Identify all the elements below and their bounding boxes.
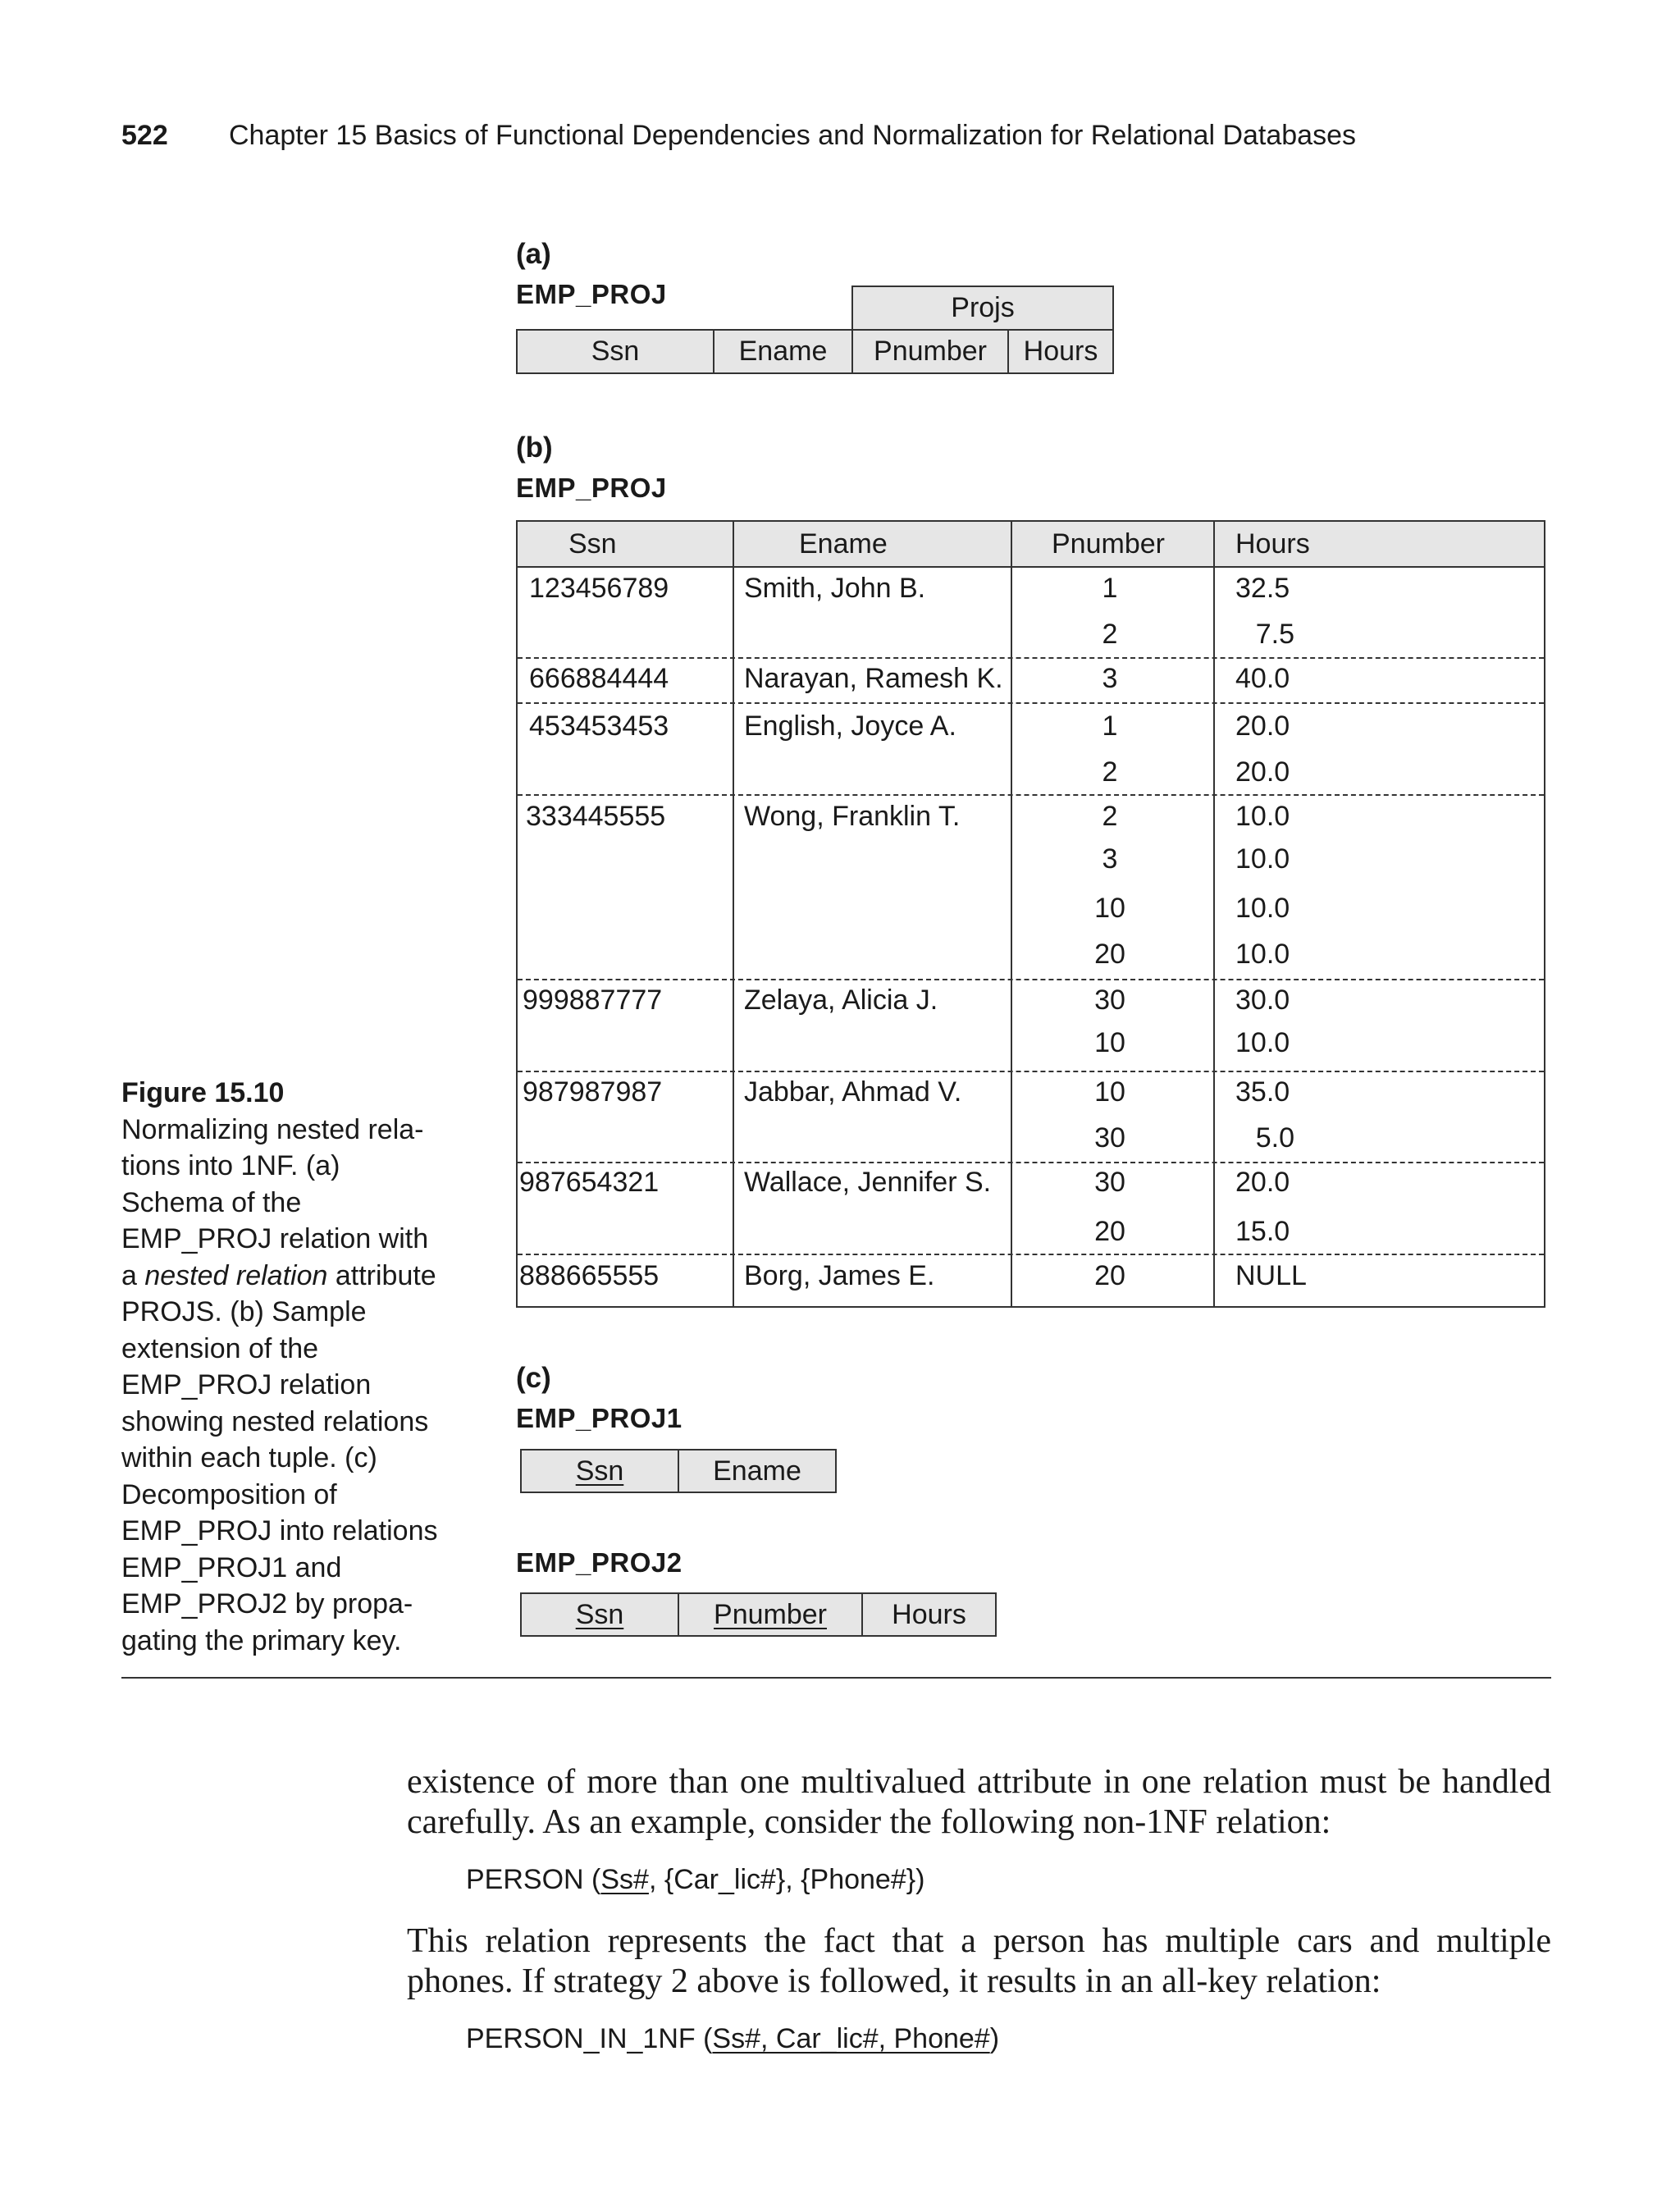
caption-line: EMP_PROJ2 by propa- [121, 1588, 413, 1620]
emp-proj2-col-hours: Hours [861, 1592, 997, 1637]
cell-hours: 15.0 [1235, 1216, 1290, 1247]
header-pnumber: Pnumber [1052, 528, 1165, 560]
cell-pnumber: 20 [1094, 1216, 1125, 1247]
part-a-label: (a) [516, 238, 551, 270]
cell-hours: 10.0 [1235, 1027, 1290, 1058]
emp-proj-extension-table [516, 520, 1545, 1308]
caption-line: Schema of the [121, 1186, 302, 1218]
header-ename: Ename [799, 528, 888, 560]
cell-hours: 10.0 [1235, 893, 1290, 924]
cell-pnumber: 30 [1094, 985, 1125, 1016]
caption-line: EMP_PROJ into relations [121, 1515, 438, 1546]
tuple-separator [518, 657, 1544, 659]
cell-hours: 7.5 [1255, 619, 1294, 650]
cell-hours: 10.0 [1235, 939, 1290, 970]
schema-a-col-ssn: Ssn [516, 329, 714, 374]
caption-line: extension of the [121, 1332, 319, 1364]
cell-pnumber: 1 [1102, 710, 1118, 742]
cell-pnumber: 2 [1102, 756, 1118, 788]
cell-pnumber: 10 [1094, 1027, 1125, 1058]
tuple-separator [518, 979, 1544, 980]
part-b-relation-name: EMP_PROJ [516, 473, 667, 503]
cell-ssn: 999887777 [523, 985, 663, 1016]
cell-ssn: 987987987 [523, 1076, 663, 1108]
caption-line: Decomposition of [121, 1478, 337, 1510]
cell-ename: Smith, John B. [744, 573, 926, 604]
caption-line: attribute [327, 1259, 436, 1291]
cell-ssn: 123456789 [529, 573, 669, 604]
cell-pnumber: 20 [1094, 1260, 1125, 1291]
cell-hours: 10.0 [1235, 843, 1290, 875]
caption-line: within each tuple. (c) [121, 1442, 377, 1473]
emp-proj2-col-pnumber: Pnumber [678, 1592, 863, 1637]
cell-hours: 35.0 [1235, 1076, 1290, 1108]
cell-pnumber: 2 [1102, 801, 1118, 832]
body-paragraph-2: This relation represents the fact that a person has multiple cars and multiple phones. If strategy 2 above is followed, it results in an all-key relation: [407, 1922, 1551, 2000]
cell-pnumber: 3 [1102, 663, 1118, 694]
cell-hours: NULL [1235, 1260, 1307, 1291]
cell-ssn: 888665555 [519, 1260, 660, 1291]
cell-hours: 5.0 [1255, 1122, 1294, 1154]
tuple-separator [518, 1071, 1544, 1072]
tuple-separator [518, 794, 1544, 796]
tuple-separator [518, 1162, 1544, 1163]
cell-ename: English, Joyce A. [744, 710, 956, 742]
cell-ename: Jabbar, Ahmad V. [744, 1076, 962, 1108]
person-in-1nf-key: Ss#, Car_lic#, Phone# [712, 2023, 990, 2054]
header-ssn: Ssn [568, 528, 617, 560]
caption-line: a [121, 1259, 145, 1291]
schema-a-col-ename: Ename [713, 329, 853, 374]
emp-proj1-col-ssn: Ssn [520, 1449, 679, 1493]
projs-group-header: Projs [851, 286, 1114, 331]
tuple-separator [518, 1254, 1544, 1255]
caption-italic-term: nested relation [144, 1259, 328, 1291]
cell-ssn: 987654321 [519, 1167, 660, 1198]
figure-caption [121, 1075, 450, 1659]
cell-hours: 20.0 [1235, 1167, 1290, 1198]
schema-a-col-pnumber: Pnumber [851, 329, 1009, 374]
emp-proj1-col-ename: Ename [678, 1449, 837, 1493]
person-key: Ss# [600, 1864, 649, 1895]
cell-hours: 32.5 [1235, 573, 1290, 604]
column-divider [733, 522, 734, 1306]
emp-proj2-col-ssn: Ssn [520, 1592, 679, 1637]
cell-ssn: 666884444 [529, 663, 669, 694]
emp-proj1-name: EMP_PROJ1 [516, 1403, 682, 1433]
figure-bottom-rule [121, 1677, 1551, 1679]
caption-line: showing nested relations [121, 1405, 429, 1437]
cell-pnumber: 10 [1094, 893, 1125, 924]
cell-ssn: 453453453 [529, 710, 669, 742]
running-title: Chapter 15 Basics of Functional Dependencies and Normalization for Relational Databases [229, 120, 1356, 151]
caption-line: EMP_PROJ relation with [121, 1223, 429, 1254]
header-hours: Hours [1235, 528, 1310, 560]
cell-ename: Zelaya, Alicia J. [744, 985, 938, 1016]
cell-ename: Narayan, Ramesh K. [744, 663, 1003, 694]
cell-hours: 10.0 [1235, 801, 1290, 832]
table-header [518, 522, 1544, 568]
person-relation: PERSON (Ss#, {Car_lic#}, {Phone#}) [466, 1864, 925, 1895]
part-a-relation-name: EMP_PROJ [516, 279, 667, 309]
caption-line: tions into 1NF. (a) [121, 1150, 340, 1181]
cell-pnumber: 3 [1102, 843, 1118, 875]
tuple-separator [518, 702, 1544, 704]
cell-pnumber: 2 [1102, 619, 1118, 650]
figure-title: Figure 15.10 [121, 1077, 285, 1108]
caption-line: EMP_PROJ1 and [121, 1551, 342, 1583]
emp-proj2-name: EMP_PROJ2 [516, 1547, 682, 1578]
cell-ssn: 333445555 [526, 801, 666, 832]
caption-line: gating the primary key. [121, 1624, 402, 1656]
part-c-label: (c) [516, 1362, 551, 1394]
schema-a-col-hours: Hours [1007, 329, 1114, 374]
column-divider [1011, 522, 1012, 1306]
cell-ename: Wong, Franklin T. [744, 801, 961, 832]
page-number: 522 [121, 120, 168, 151]
body-paragraph-1: existence of more than one multivalued attribute in one relation must be handled carefully. As an example, consider the following non-1NF relation: [407, 1763, 1551, 1841]
cell-pnumber: 1 [1102, 573, 1118, 604]
cell-pnumber: 30 [1094, 1167, 1125, 1198]
caption-line: EMP_PROJ relation [121, 1369, 372, 1400]
cell-hours: 20.0 [1235, 756, 1290, 788]
person-in-1nf-relation: PERSON_IN_1NF (Ss#, Car_lic#, Phone#) [466, 2023, 1000, 2054]
cell-ename: Borg, James E. [744, 1260, 935, 1291]
cell-pnumber: 30 [1094, 1122, 1125, 1154]
cell-pnumber: 10 [1094, 1076, 1125, 1108]
cell-hours: 40.0 [1235, 663, 1290, 694]
cell-pnumber: 20 [1094, 939, 1125, 970]
caption-line: PROJS. (b) Sample [121, 1296, 367, 1327]
part-b-label: (b) [516, 432, 553, 464]
caption-line: Normalizing nested rela- [121, 1113, 424, 1145]
cell-ename: Wallace, Jennifer S. [744, 1167, 992, 1198]
cell-hours: 20.0 [1235, 710, 1290, 742]
cell-hours: 30.0 [1235, 985, 1290, 1016]
